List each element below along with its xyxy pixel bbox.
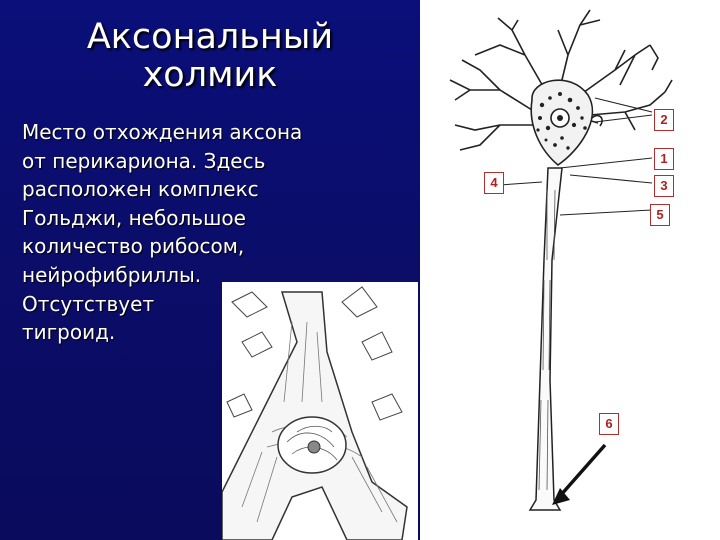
callout-label-6: 6 xyxy=(599,413,619,435)
slide-title xyxy=(10,18,410,94)
soma-inset-figure xyxy=(222,282,418,540)
body-line-7: Отсутствует xyxy=(22,291,155,316)
body-line-2: от перикариона. Здесь xyxy=(22,148,266,173)
callout-label-5: 5 xyxy=(650,204,670,226)
body-line-3: расположен комплекс xyxy=(22,177,259,202)
soma-inset-drawing xyxy=(222,282,418,540)
neuron-figure-panel xyxy=(420,0,720,540)
title-line-1: Аксональный xyxy=(86,17,334,57)
callout-label-1: 1 xyxy=(654,148,674,170)
callout-label-3: 3 xyxy=(654,175,674,197)
title-line-2: холмик xyxy=(142,55,278,95)
neuron-diagram xyxy=(420,0,720,540)
body-line-5: количество рибосом, xyxy=(22,234,245,259)
callout-label-4: 4 xyxy=(484,172,504,194)
callout-label-2: 2 xyxy=(654,109,674,131)
body-line-8: тигроид. xyxy=(22,320,116,345)
body-line-6: нейрофибриллы. xyxy=(22,262,202,287)
body-line-1: Место отхождения аксона xyxy=(22,120,303,144)
body-line-4: Гольджи, небольшое xyxy=(22,205,246,230)
